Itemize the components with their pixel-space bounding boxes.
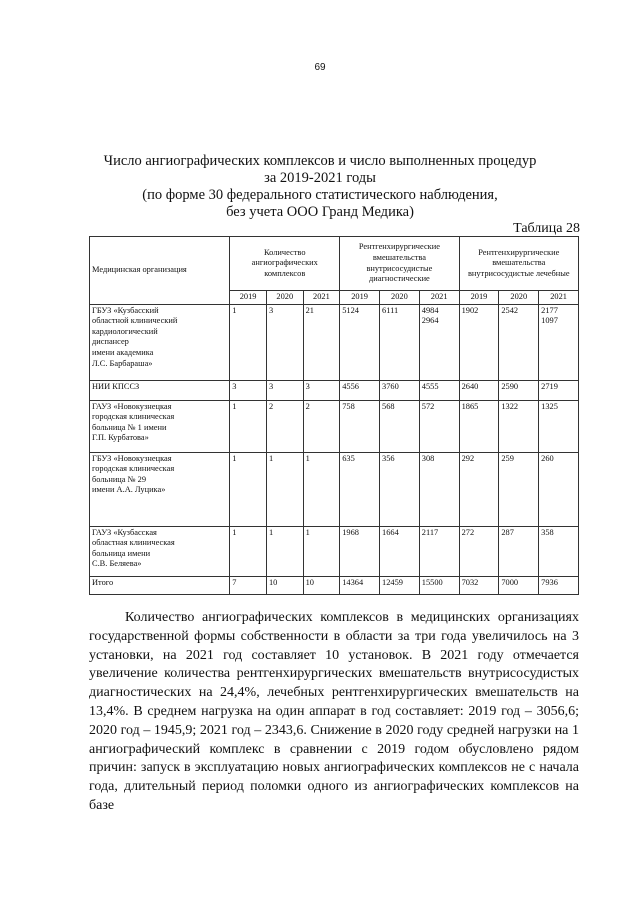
value-cell: 2117 — [419, 526, 459, 576]
value-cell: 259 — [499, 452, 539, 526]
subtitle-line-2: без учета ООО Гранд Медика) — [226, 204, 414, 220]
table-subtitle — [0, 187, 640, 221]
value-cell: 758 — [340, 400, 380, 452]
organization-cell: ГБУЗ «Новокузнецкая городская клиническая больница № 29 имени А.А. Луцика» — [90, 452, 230, 526]
year-header: 2021 — [419, 291, 459, 305]
value-cell: 1 — [230, 526, 267, 576]
value-cell: 2 — [266, 400, 303, 452]
value-cell: 3760 — [380, 380, 420, 400]
table-row — [90, 452, 579, 526]
table-row — [90, 526, 579, 576]
value-cell: 3 — [303, 380, 340, 400]
table-row — [90, 400, 579, 452]
value-cell: 2 — [303, 400, 340, 452]
header-diagnostic: Рентгенхирургические вмешательства внутрисосудистые диагностические — [340, 237, 459, 291]
value-cell: 358 — [539, 526, 579, 576]
value-cell: 1664 — [380, 526, 420, 576]
year-header: 2019 — [459, 291, 499, 305]
value-cell: 1322 — [499, 400, 539, 452]
value-cell: 3 — [266, 380, 303, 400]
title-line-1: Число ангиографических комплексов и число выполненных процедур — [103, 153, 537, 169]
value-cell: 1 — [266, 526, 303, 576]
value-cell: 6111 — [380, 304, 420, 380]
value-cell: 635 — [340, 452, 380, 526]
value-cell: 4984 2964 — [419, 304, 459, 380]
year-header: 2020 — [380, 291, 420, 305]
value-cell: 21 — [303, 304, 340, 380]
paragraph-text: Количество ангиографических комплексов в медицинских организациях государственной формы собственности в области за три года увеличилось на 3 установки, на 2021 год составляет 10 установок. В 2021 году отмечается увеличение количества рентгенхирургических вмешательств внутрисосудистых диагностических на 24,4%, лечебных рентгенхирургических вмешательств на 13,4%. В среднем нагрузка на один аппарат в год составляет: 2019 год – 3056,6; 2020 год – 1945,9; 2021 год – 2343,6. Снижение в 2020 году средней нагрузки на 1 ангиографический комплекс в сравнении с 2019 годом обусловлено рядом причин: запуск в эксплуатацию новых ангиографических комплексов не с начала года, длительный период поломки одного из ангиографических комплексов на базе — [89, 610, 579, 813]
value-cell: 4555 — [419, 380, 459, 400]
value-cell: 1325 — [539, 400, 579, 452]
title-line-2: за 2019-2021 годы — [264, 170, 376, 186]
value-cell: 14364 — [340, 576, 380, 594]
value-cell: 1968 — [340, 526, 380, 576]
value-cell: 7032 — [459, 576, 499, 594]
organization-cell: НИИ КПССЗ — [90, 380, 230, 400]
value-cell: 2640 — [459, 380, 499, 400]
table-row — [90, 380, 579, 400]
value-cell: 1 — [303, 526, 340, 576]
year-header: 2021 — [539, 291, 579, 305]
value-cell: 308 — [419, 452, 459, 526]
value-cell: 1902 — [459, 304, 499, 380]
value-cell: 3 — [230, 380, 267, 400]
table-body — [90, 304, 579, 594]
angiography-table — [89, 236, 579, 595]
value-cell: 10 — [303, 576, 340, 594]
value-cell: 4556 — [340, 380, 380, 400]
year-header: 2021 — [303, 291, 340, 305]
header-organization: Медицинская организация — [90, 237, 230, 305]
value-cell: 1 — [230, 400, 267, 452]
page-number: 69 — [314, 62, 326, 73]
year-header: 2020 — [266, 291, 303, 305]
value-cell: 260 — [539, 452, 579, 526]
value-cell: 292 — [459, 452, 499, 526]
value-cell: 7 — [230, 576, 267, 594]
value-cell: 1865 — [459, 400, 499, 452]
value-cell: 1 — [303, 452, 340, 526]
value-cell: 5124 — [340, 304, 380, 380]
year-header: 2020 — [499, 291, 539, 305]
body-paragraph — [89, 609, 579, 816]
table-row — [90, 576, 579, 594]
value-cell: 356 — [380, 452, 420, 526]
organization-cell: ГАУЗ «Кузбасская областная клиническая больница имени С.В. Беляева» — [90, 526, 230, 576]
year-header: 2019 — [340, 291, 380, 305]
organization-cell: ГБУЗ «Кузбасский областной клинический кардиологический диспансер имени академика Л.С. Барбараша» — [90, 304, 230, 380]
header-complexes: Количество ангиографических комплексов — [230, 237, 340, 291]
subtitle-line-1: (по форме 30 федерального статистического наблюдения, — [142, 187, 498, 203]
value-cell: 3 — [266, 304, 303, 380]
table-row — [90, 304, 579, 380]
value-cell: 1 — [266, 452, 303, 526]
value-cell: 272 — [459, 526, 499, 576]
value-cell: 15500 — [419, 576, 459, 594]
value-cell: 10 — [266, 576, 303, 594]
value-cell: 1 — [230, 304, 267, 380]
value-cell: 568 — [380, 400, 420, 452]
value-cell: 2719 — [539, 380, 579, 400]
value-cell: 287 — [499, 526, 539, 576]
value-cell: 2590 — [499, 380, 539, 400]
value-cell: 12459 — [380, 576, 420, 594]
value-cell: 7000 — [499, 576, 539, 594]
table-title — [0, 153, 640, 187]
organization-cell: Итого — [90, 576, 230, 594]
value-cell: 1 — [230, 452, 267, 526]
organization-cell: ГАУЗ «Новокузнецкая городская клиническая больница № 1 имени Г.П. Курбатова» — [90, 400, 230, 452]
header-treatment: Рентгенхирургические вмешательства внутрисосудистые лечебные — [459, 237, 578, 291]
value-cell: 2177 1097 — [539, 304, 579, 380]
table-label: Таблица 28 — [513, 221, 580, 236]
value-cell: 7936 — [539, 576, 579, 594]
value-cell: 2542 — [499, 304, 539, 380]
year-header: 2019 — [230, 291, 267, 305]
value-cell: 572 — [419, 400, 459, 452]
